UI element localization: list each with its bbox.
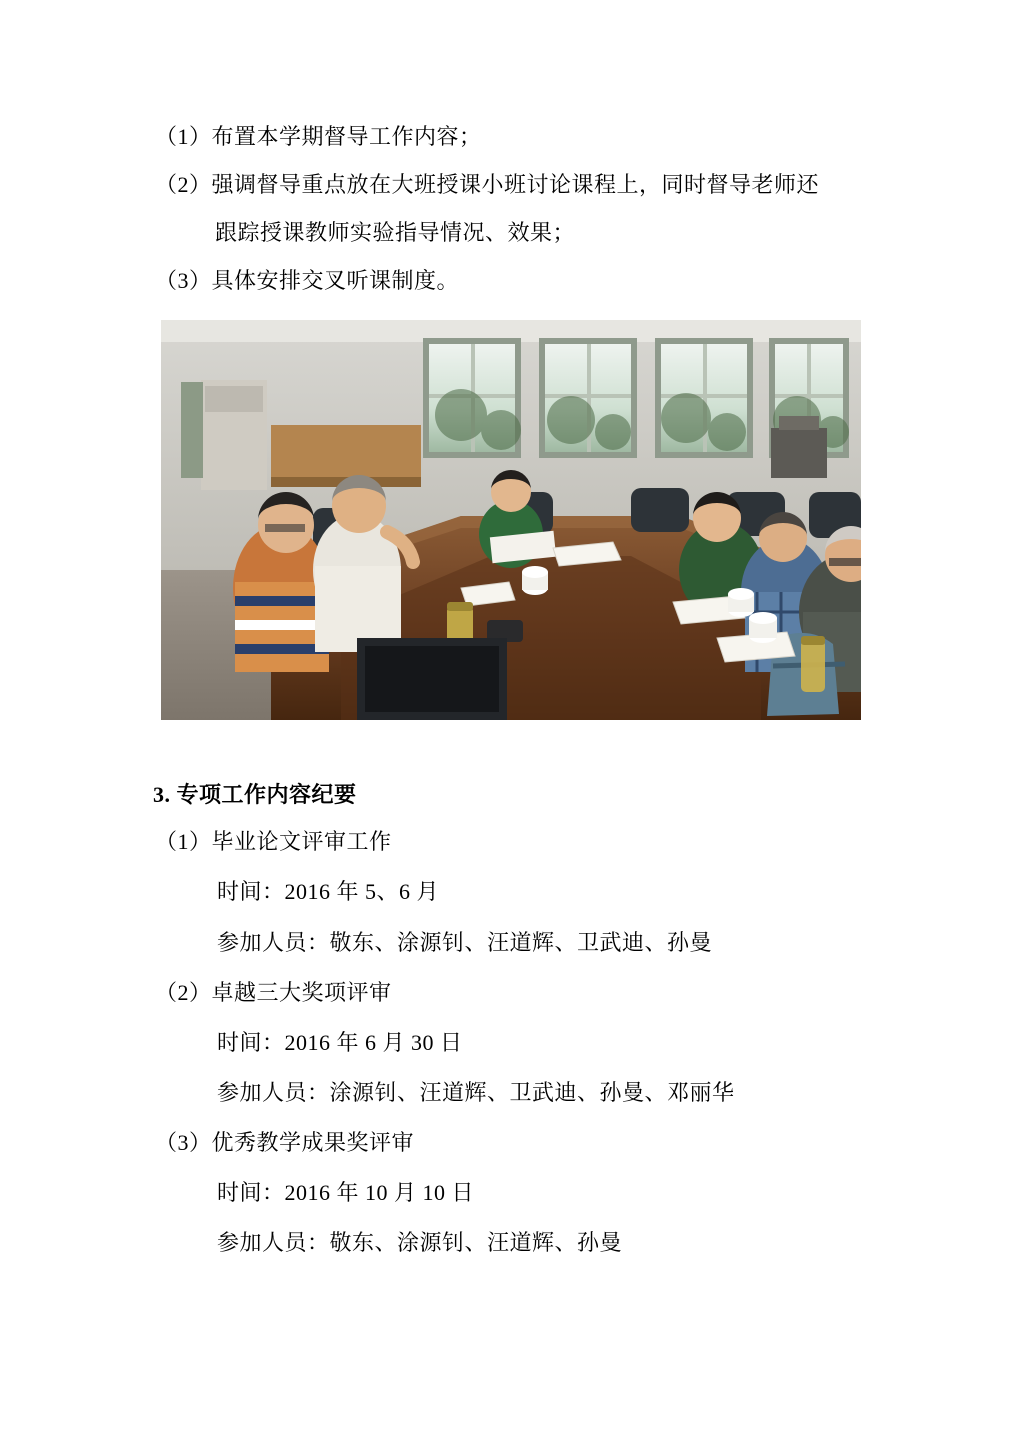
list-item-text: 布置本学期督导工作内容； — [211, 124, 482, 149]
time-value: 2016 年 10 月 10 日 — [284, 1180, 475, 1206]
section-number: 3. — [153, 782, 171, 808]
entry-marker: （1） — [155, 829, 212, 855]
list-marker: （3） — [155, 268, 212, 294]
list-marker: （2） — [155, 172, 212, 198]
list-item-text: 具体安排交叉听课制度。 — [211, 268, 460, 294]
entry-time — [217, 875, 885, 909]
entry-title — [155, 1126, 885, 1160]
participants-value: 敬东、涂源钊、汪道辉、卫武迪、孙曼 — [329, 929, 713, 955]
list-item — [155, 120, 885, 154]
document-body — [155, 120, 885, 1276]
entry-time — [217, 1026, 885, 1060]
participants-value: 涂源钊、汪道辉、卫武迪、孙曼、邓丽华 — [329, 1079, 735, 1105]
time-value: 2016 年 6 月 30 日 — [284, 1029, 463, 1055]
meeting-photo-image — [161, 320, 861, 720]
entry-participants — [217, 1226, 885, 1260]
list-item — [155, 264, 885, 298]
entry-title — [155, 976, 885, 1010]
time-label: 时间： — [217, 1029, 285, 1055]
section-heading — [153, 778, 885, 809]
participants-label: 参加人员： — [217, 929, 330, 955]
participants-label: 参加人员： — [217, 1079, 330, 1105]
participants-value: 敬东、涂源钊、汪道辉、孙曼 — [329, 1230, 623, 1256]
section-title: 专项工作内容纪要 — [176, 782, 357, 808]
list-item — [155, 168, 885, 202]
entry-title-text: 优秀教学成果奖评审 — [211, 1129, 415, 1155]
entry-marker: （3） — [155, 1129, 212, 1155]
participants-label: 参加人员： — [217, 1230, 330, 1256]
entry-marker: （2） — [155, 979, 212, 1005]
entry-title-text: 毕业论文评审工作 — [211, 829, 392, 855]
entry-title — [155, 825, 885, 859]
entry-participants — [217, 926, 885, 960]
list-item-continuation: 跟踪授课教师实验指导情况、效果； — [215, 220, 576, 246]
entry-title-text: 卓越三大奖项评审 — [211, 979, 392, 1005]
list-marker: （1） — [155, 124, 212, 149]
time-label: 时间： — [217, 879, 285, 905]
entry-participants — [217, 1076, 885, 1110]
meeting-photo — [161, 320, 861, 720]
time-label: 时间： — [217, 1180, 285, 1206]
time-value: 2016 年 5、6 月 — [284, 879, 440, 905]
list-item-text: 强调督导重点放在大班授课小班讨论课程上，同时督导老师还 — [211, 172, 820, 198]
entry-time — [217, 1176, 885, 1210]
